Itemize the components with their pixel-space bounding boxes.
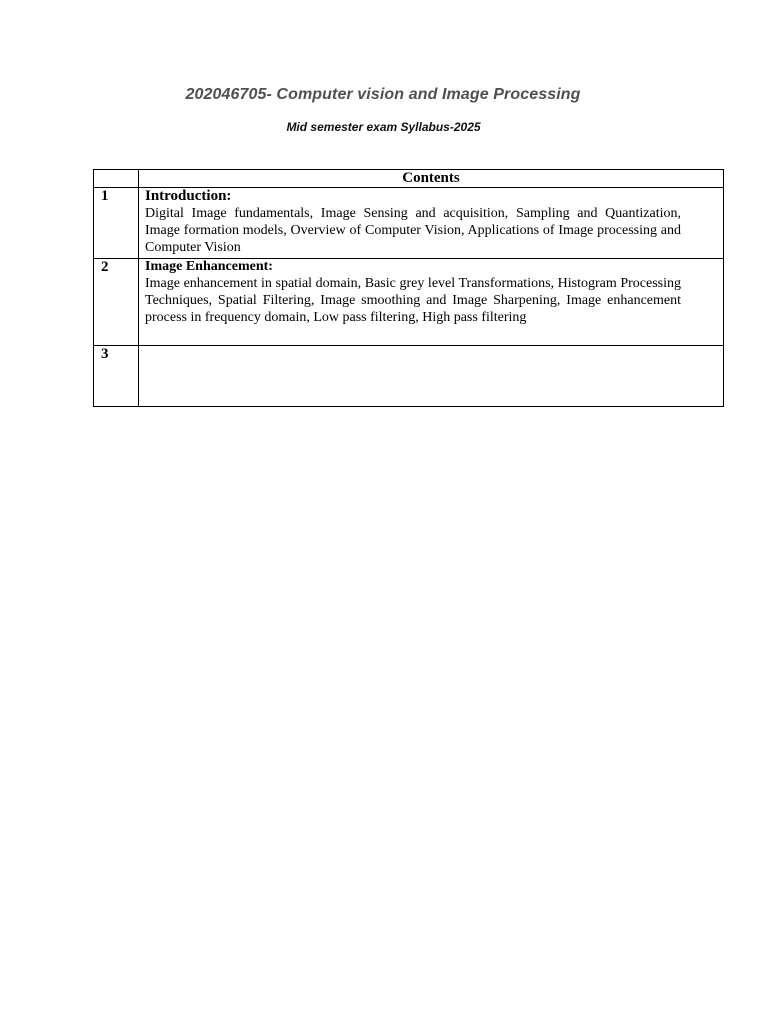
document-subtitle: Mid semester exam Syllabus-2025 (286, 120, 481, 134)
row-number: 3 (94, 346, 139, 407)
row-content (139, 259, 724, 346)
table-row (94, 346, 724, 407)
table-row (94, 188, 724, 259)
syllabus-table (93, 169, 724, 407)
document-title: 202046705- Computer vision and Image Processing (185, 86, 581, 103)
number-column-header (94, 170, 139, 188)
row-number: 1 (94, 188, 139, 259)
table-row (94, 259, 724, 346)
row-description: Image enhancement in spatial domain, Basic grey level Transformations, Histogram Processing Techniques, Spatial Filtering, Image smoothing and Image Sharpening, Image enhancement process in frequency domain, Low pass filtering, High pass filtering (145, 276, 681, 325)
row-content (139, 188, 724, 259)
row-topic: Image Enhancement: (145, 259, 273, 274)
row-content (139, 346, 724, 407)
row-topic: Introduction: (145, 188, 232, 204)
contents-column-header: Contents (139, 170, 724, 188)
row-description: Digital Image fundamentals, Image Sensing and acquisition, Sampling and Quantization, Image formation models, Overview of Computer Vision, Applications of Image processing and Computer Vision (145, 206, 681, 255)
table-header-row (94, 170, 724, 188)
row-number: 2 (94, 259, 139, 346)
